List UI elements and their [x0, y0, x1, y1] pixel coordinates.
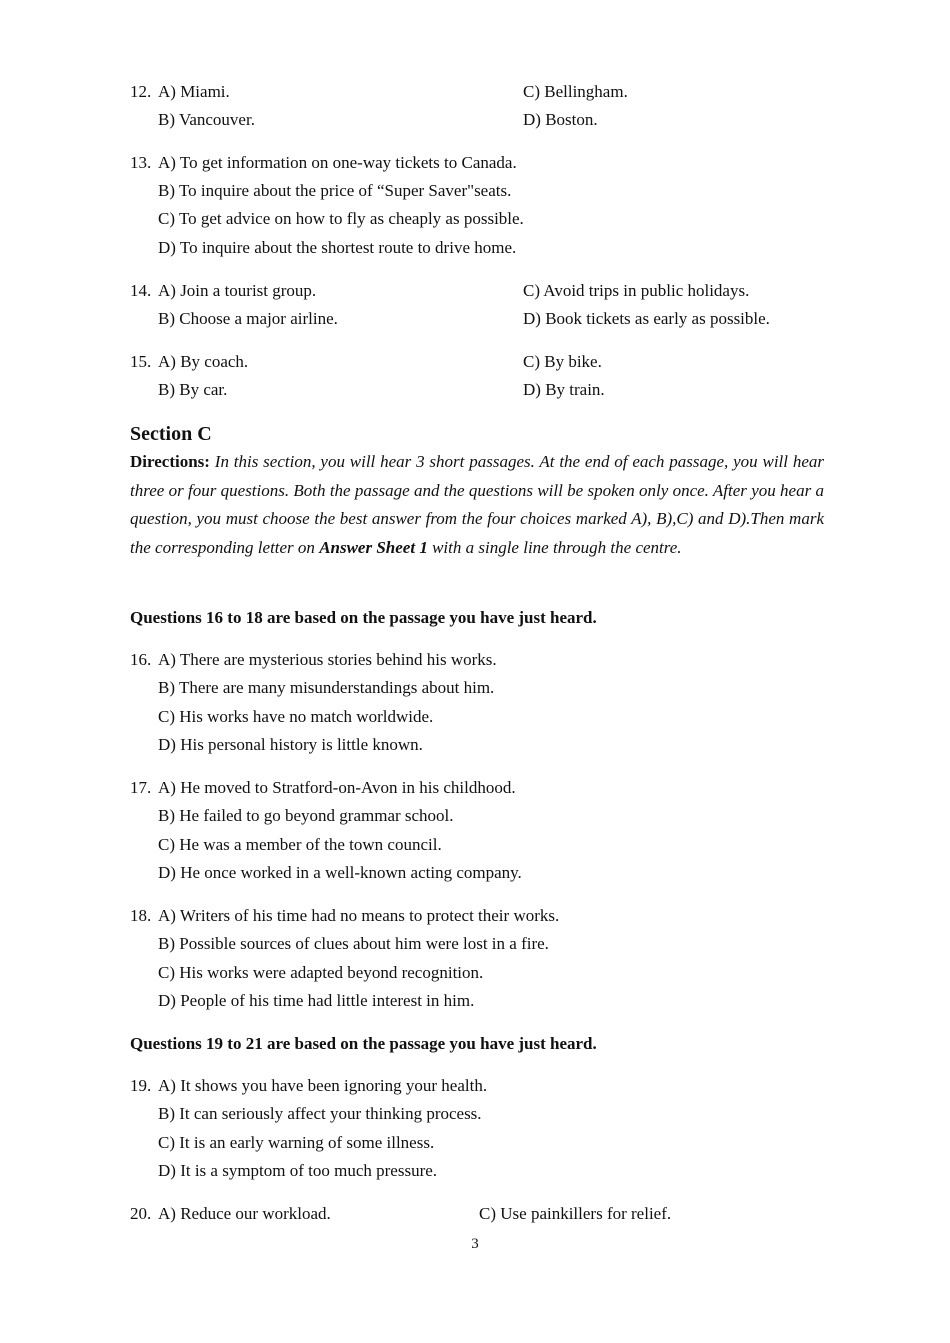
option-c: C) Bellingham.	[523, 82, 628, 101]
answer-sheet-reference: Answer Sheet 1	[319, 537, 428, 557]
option-a: A) To get information on one-way tickets to Canada.	[158, 153, 517, 172]
option-a: A) By coach.	[158, 352, 249, 371]
option-c: C) He was a member of the town council.	[158, 835, 442, 854]
option-d: D) Boston.	[523, 110, 598, 129]
page-number: 3	[471, 1236, 479, 1252]
directions-label: Directions:	[130, 452, 210, 471]
option-c: C) It is an early warning of some illness.	[158, 1133, 435, 1152]
option-b: B) Vancouver.	[158, 110, 255, 129]
option-b: B) He failed to go beyond grammar school.	[158, 806, 454, 825]
option-d: D) It is a symptom of too much pressure.	[158, 1161, 438, 1180]
option-a: A) There are mysterious stories behind his works.	[158, 650, 497, 669]
option-c: C) His works were adapted beyond recognition.	[158, 963, 484, 982]
option-b: B) Choose a major airline.	[158, 309, 338, 328]
question-number: 15.	[130, 352, 152, 371]
question-number: 17.	[130, 778, 152, 797]
passage-heading-19-21: Questions 19 to 21 are based on the passage you have just heard.	[130, 1034, 597, 1053]
option-a: A) Miami.	[158, 82, 230, 101]
option-d: D) People of his time had little interest in him.	[158, 991, 475, 1010]
option-d: D) Book tickets as early as possible.	[523, 309, 770, 328]
option-c: C) By bike.	[523, 352, 602, 371]
option-c: C) To get advice on how to fly as cheaply as possible.	[158, 209, 524, 228]
section-title: Section C	[130, 423, 212, 445]
option-b: B) There are many misunderstandings about him.	[158, 678, 495, 697]
option-c: C) His works have no match worldwide.	[158, 707, 434, 726]
question-number: 20.	[130, 1204, 152, 1223]
question-number: 16.	[130, 650, 152, 669]
directions-text: In this section, you will hear 3 short passages. At the end of each passage, you will hear three or four questions. Both the passage and the questions will be spoken only once. After you hear a question, you must choose the best answer from the four choices marked A), B),C) and D).Then mark the corresponding letter on	[130, 452, 824, 557]
question-number: 18.	[130, 906, 152, 925]
option-a: A) He moved to Stratford-on-Avon in his childhood.	[158, 778, 516, 797]
question-number: 12.	[130, 82, 152, 101]
option-a: A) It shows you have been ignoring your health.	[158, 1076, 488, 1095]
option-c: C) Avoid trips in public holidays.	[523, 281, 750, 300]
directions-paragraph	[130, 448, 824, 562]
option-d: D) He once worked in a well-known acting company.	[158, 863, 522, 882]
option-b: B) To inquire about the price of “Super Saver"seats.	[158, 181, 512, 200]
question-number: 13.	[130, 153, 152, 172]
passage-heading-16-18: Questions 16 to 18 are based on the passage you have just heard.	[130, 608, 597, 627]
option-d: D) His personal history is little known.	[158, 735, 423, 754]
option-a: A) Writers of his time had no means to protect their works.	[158, 906, 560, 925]
option-d: D) To inquire about the shortest route to drive home.	[158, 238, 517, 257]
question-number: 19.	[130, 1076, 152, 1095]
question-number: 14.	[130, 281, 152, 300]
option-a: A) Reduce our workload.	[158, 1204, 331, 1223]
option-d: D) By train.	[523, 380, 605, 399]
option-b: B) Possible sources of clues about him were lost in a fire.	[158, 934, 549, 953]
option-a: A) Join a tourist group.	[158, 281, 317, 300]
option-b: B) By car.	[158, 380, 228, 399]
directions-end: with a single line through the centre.	[427, 537, 682, 557]
option-b: B) It can seriously affect your thinking process.	[158, 1104, 482, 1123]
option-c: C) Use painkillers for relief.	[479, 1204, 672, 1223]
